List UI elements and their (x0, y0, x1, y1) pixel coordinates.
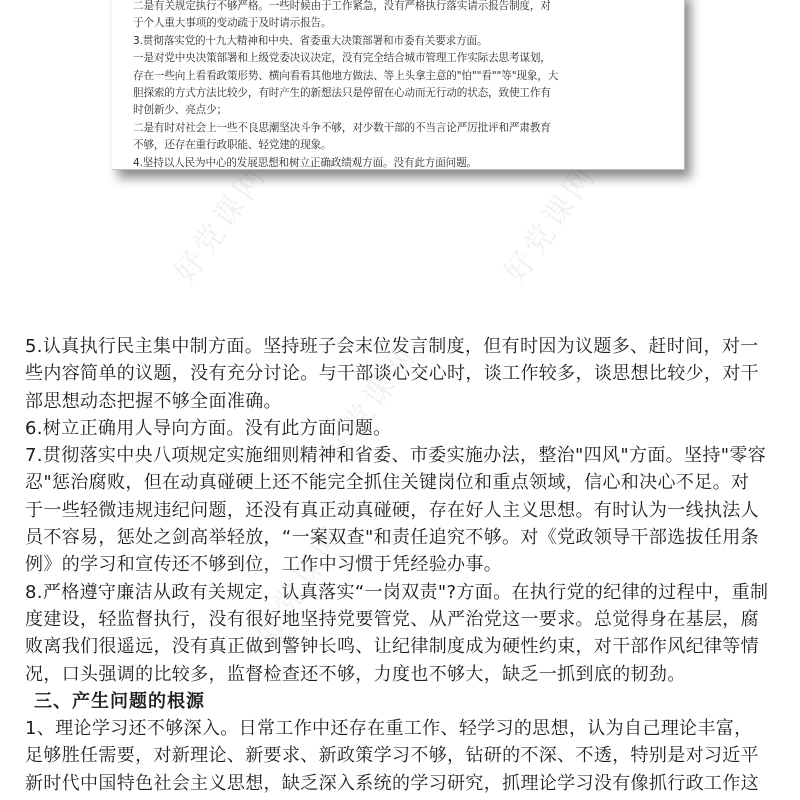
section-heading: 三、产生问题的根源 (34, 690, 205, 712)
paragraph-line: 些内容简单的议题，没有充分讨论。与干部谈心交心时，谈工作较多，谈思想比较少，对干 (25, 363, 759, 385)
paragraph-line: 忍"惩治腐败，但在动真碰硬上还不能完全抓住关键岗位和重点领域，信心和决心不足。对 (25, 472, 750, 494)
paragraph-line: 于一些轻微违规违纪问题，还没有真正动真碰硬，存在好人主义思想。有时认为一线执法人 (25, 499, 759, 521)
paragraph-line: 8.严格遵守廉洁从政有关规定，认真落实“一岗双责"?方面。在执行党的纪律的过程中，重制 (25, 581, 769, 603)
doc-line: 时创新少、亮点少； (133, 104, 227, 117)
paragraph-line: 例》的学习和宣传还不够到位，工作中习惯于凭经验办事。 (25, 554, 503, 576)
doc-line: 二是有关规定执行不够严格。一些时候由于工作紧急，没有严格执行落实请示报告制度，对 (133, 0, 551, 12)
watermark: 好党课网 (167, 158, 275, 290)
paragraph-line: 1、理论学习还不够深入。日常工作中还存在重工作、轻学习的思想，认为自己理论丰富， (25, 718, 753, 740)
doc-line: 于个人重大事项的变动疏于及时请示报告。 (133, 17, 332, 30)
body-text (25, 333, 785, 797)
paragraph-line: 部思想动态把握不够全面准确。 (25, 390, 282, 412)
watermark: 好党课网 (247, 518, 355, 650)
paragraph-line: 败离我们很遥远，没有真正做到警钟长鸣、让纪律制度成为硬性约束，对干部作风纪律等情 (25, 636, 759, 658)
doc-line: 二是有时对社会上一些不良思潮坚决斗争不够，对少数干部的不当言论严厉批评和严肃教育 (133, 121, 551, 134)
doc-line: 一是对党中央决策部署和上级党委决议决定，没有完全结合城市管理工作实际去思考谋划， (133, 52, 551, 65)
doc-line: 3.贯彻落实党的十九大精神和中央、省委重大决策部署和市委有关要求方面。 (133, 34, 488, 47)
doc-line: 不够，还存在重行政职能、轻党建的现象。 (133, 139, 332, 152)
paragraph-line: 5.认真执行民主集中制方面。坚持班子会末位发言制度，但有时因为议题多、赶时间，对一 (25, 336, 759, 357)
paragraph-line: 度建设，轻监督执行，没有很好地坚持党要管党、从严治党这一要求。总觉得身在基层，腐 (25, 608, 759, 630)
paragraph-line: 6.树立正确用人导向方面。没有此方面问题。 (25, 417, 392, 439)
doc-line: 胆探索的方式方法比较少，有时产生的新想法只是停留在心动而无行动的状态，致使工作有 (133, 86, 551, 99)
paragraph-line: 7.贯彻落实中央八项规定实施细则精神和省委、市委实施办法，整治"四风"方面。坚持"零容 (25, 445, 767, 467)
watermark: 好党课网 (317, 338, 425, 470)
paragraph-line: 足够胜任需要，对新理论、新要求、新政策学习不够，钻研的不深、不透，特别是对习近平 (25, 745, 759, 767)
doc-line: 存在一些向上看看政策形势、横向看看其他地方做法、等上头拿主意的"怕""看""等"现象，大 (133, 69, 559, 82)
document-preview-card (112, 0, 685, 170)
watermark: 好党课网 (497, 158, 605, 290)
document-preview-text (133, 0, 673, 170)
doc-line: 4.坚持以人民为中心的发展思想和树立正确政绩观方面。没有此方面问题。 (133, 156, 478, 169)
paragraph-line: 新时代中国特色社会主义思想，缺乏深入系统的学习研究，抓理论学习没有像抓行政工作这 (25, 772, 759, 794)
paragraph-line: 况，口头强调的比较多，监督检查还不够，力度也不够大，缺乏一抓到底的韧劲。 (25, 663, 686, 685)
paragraph-line: 员不容易，惩处之剑高举轻放，“一案双查"和责任追究不够。对《党政领导干部选拔任用条 (25, 527, 759, 549)
